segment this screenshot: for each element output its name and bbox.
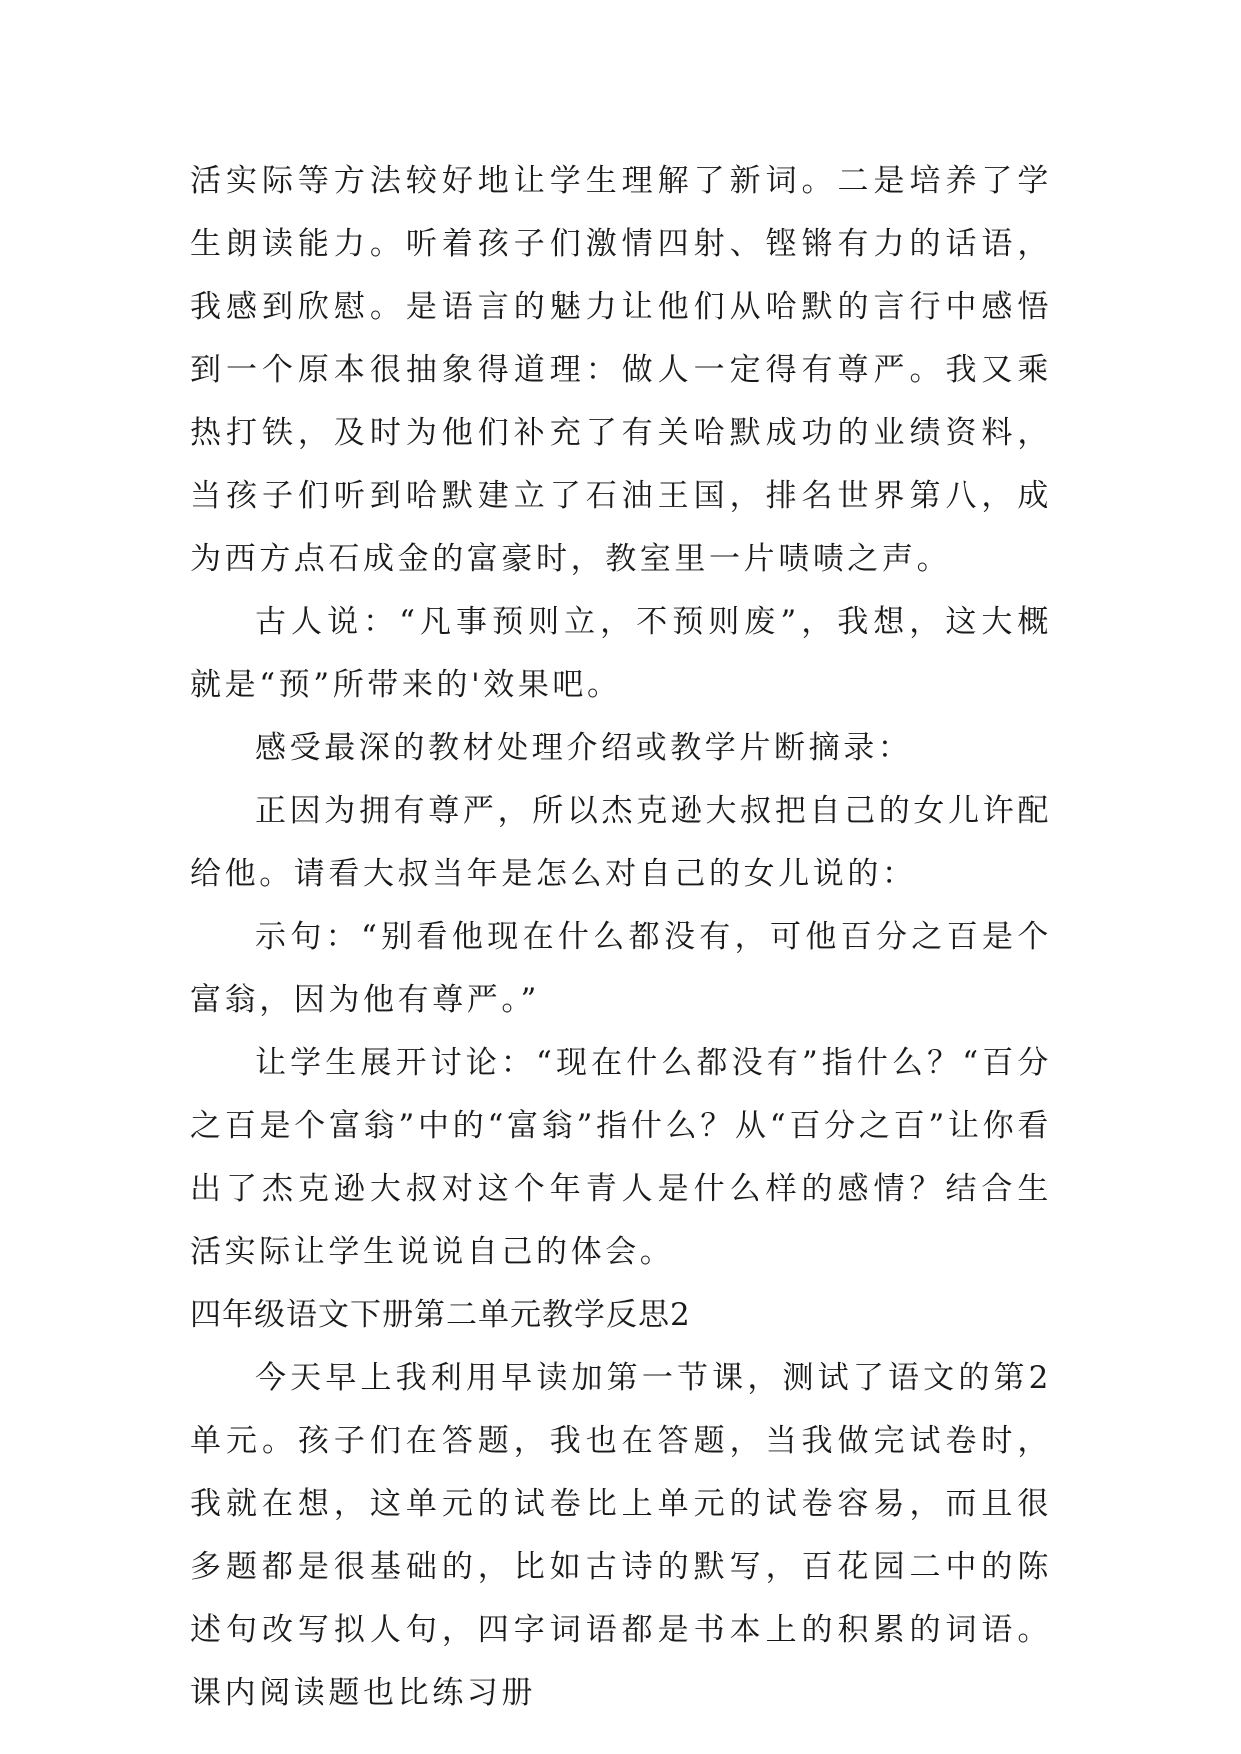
paragraph-section-intro: 感受最深的教材处理介绍或教学片断摘录： [255,730,913,766]
document-body [190,150,1052,1725]
paragraph-example-sentence: 示句：“别看他现在什么都没有，可他百分之百是个富翁，因为他有尊严。” [190,919,1052,1018]
paragraph-excerpt: 正因为拥有尊严，所以杰克逊大叔把自己的女儿许配给他。请看大叔当年是怎么对自己的女儿说的： [190,793,1052,892]
paragraph-discussion: 让学生展开讨论：“现在什么都没有”指什么？“百分之百是个富翁”中的“富翁”指什么？从“百分之百”让你看出了杰克逊大叔对这个年青人是什么样的感情？结合生活实际让学生说说自己的体会。 [190,1045,1052,1270]
paragraph-continuation: 活实际等方法较好地让学生理解了新词。二是培养了学生朗读能力。听着孩子们激情四射、铿锵有力的话语，我感到欣慰。是语言的魅力让他们从哈默的言行中感悟到一个原本很抽象得道理：做人一定得有尊严。我又乘热打铁，及时为他们补充了有关哈默成功的业绩资料，当孩子们听到哈默建立了石油王国，排名世界第八，成为西方点石成金的富豪时，教室里一片啧啧之声。 [190,163,1052,577]
paragraph-reflection: 今天早上我利用早读加第一节课，测试了语文的第2单元。孩子们在答题，我也在答题，当我做完试卷时，我就在想，这单元的试卷比上单元的试卷容易，而且很多题都是很基础的，比如古诗的默写，百花园二中的陈述句改写拟人句，四字词语都是书本上的积累的词语。课内阅读题也比练习册 [190,1360,1052,1711]
section-heading: 四年级语文下册第二单元教学反思2 [190,1297,691,1333]
paragraph-quote: 古人说：“凡事预则立，不预则废”，我想，这大概就是“预”所带来的'效果吧。 [190,604,1052,703]
